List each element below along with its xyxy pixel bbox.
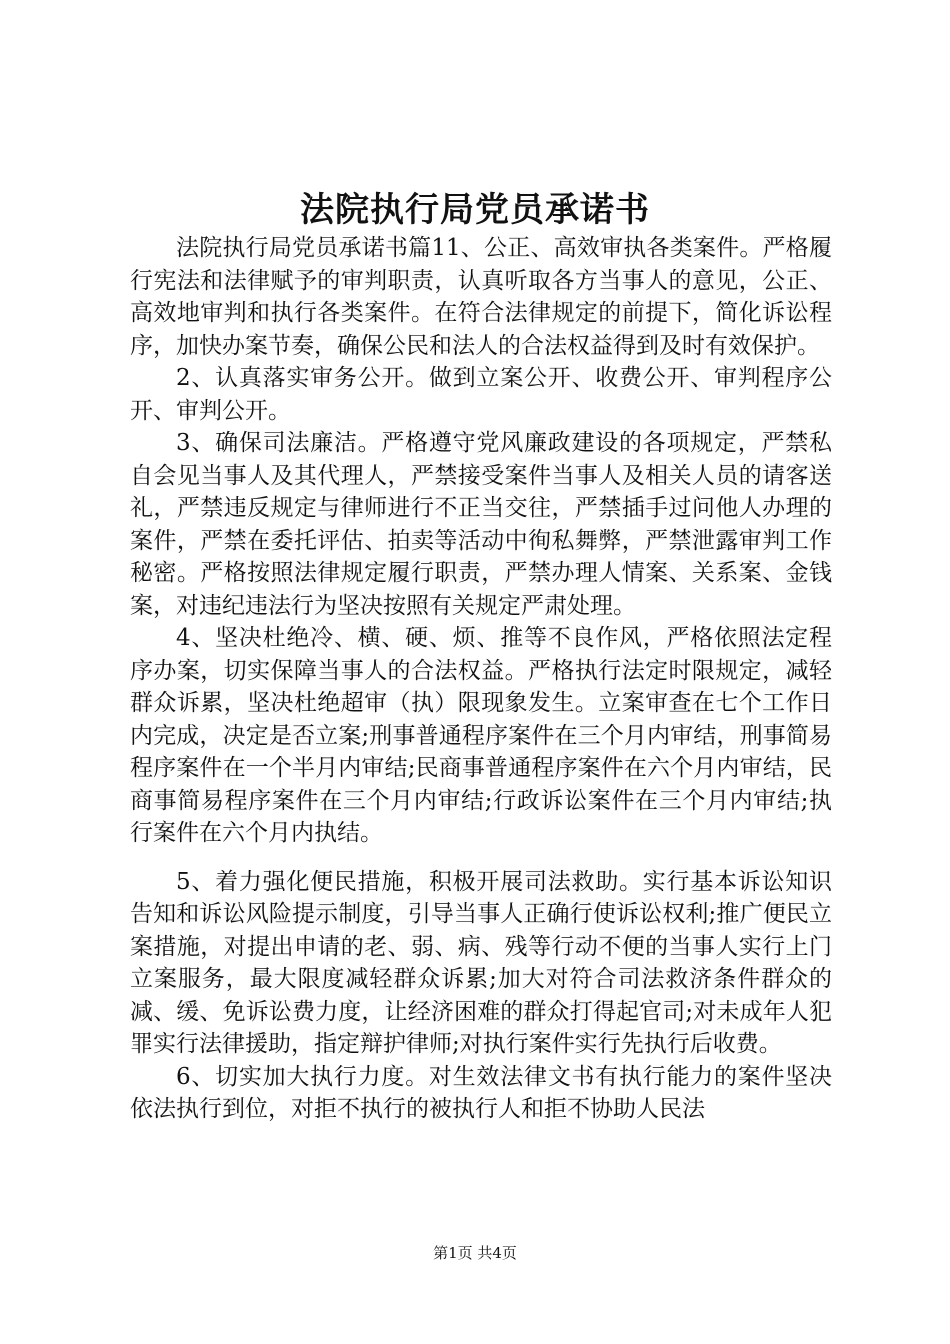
paragraph-6: 6、切实加大执行力度。对生效法律文书有执行能力的案件坚决依法执行到位，对拒不执行的被执行人和拒不协助人民法 (130, 1063, 832, 1122)
page-number-footer: 第1页 共4页 (433, 1244, 517, 1262)
paragraph-4: 4、坚决杜绝冷、横、硬、烦、推等不良作风，严格依照法定程序办案，切实保障当事人的合法权益。严格执行法定时限规定，减轻群众诉累，坚决杜绝超审（执）限现象发生。立案审查在七个工作日内完成，决定是否立案;刑事普通程序案件在三个月内审结，刑事简易程序案件在一个半月内审结;民商事普通程序案件在六个月内审结，民商事简易程序案件在三个月内审结;行政诉讼案件在三个月内审结;执行案件在六个月内执结。 (130, 625, 832, 846)
document-title: 法院执行局党员承诺书 (300, 190, 650, 230)
paragraph-3: 3、确保司法廉洁。严格遵守党风廉政建设的各项规定，严禁私自会见当事人及其代理人，严禁接受案件当事人及相关人员的请客送礼，严禁违反规定与律师进行不正当交往，严禁插手过问他人办理的案件，严禁在委托评估、拍卖等活动中徇私舞弊，严禁泄露审判工作秘密。严格按照法律规定履行职责，严禁办理人情案、关系案、金钱案，对违纪违法行为坚决按照有关规定严肃处理。 (130, 430, 832, 619)
paragraph-5: 5、着力强化便民措施，积极开展司法救助。实行基本诉讼知识告知和诉讼风险提示制度，引导当事人正确行使诉讼权利;推广便民立案措施，对提出申请的老、弱、病、残等行动不便的当事人实行上门立案服务，最大限度减轻群众诉累;加大对符合司法救济条件群众的减、缓、免诉讼费力度，让经济困难的群众打得起官司;对未成年人犯罪实行法律援助，指定辩护律师;对执行案件实行先执行后收费。 (130, 868, 832, 1057)
paragraph-1: 法院执行局党员承诺书篇11、公正、高效审执各类案件。严格履行宪法和法律赋予的审判职责，认真听取各方当事人的意见，公正、高效地审判和执行各类案件。在符合法律规定的前提下，简化诉讼程序，加快办案节奏，确保公民和法人的合法权益得到及时有效保护。 (130, 235, 832, 359)
document-body (130, 232, 832, 1126)
paragraph-2: 2、认真落实审务公开。做到立案公开、收费公开、审判程序公开、审判公开。 (130, 365, 832, 424)
